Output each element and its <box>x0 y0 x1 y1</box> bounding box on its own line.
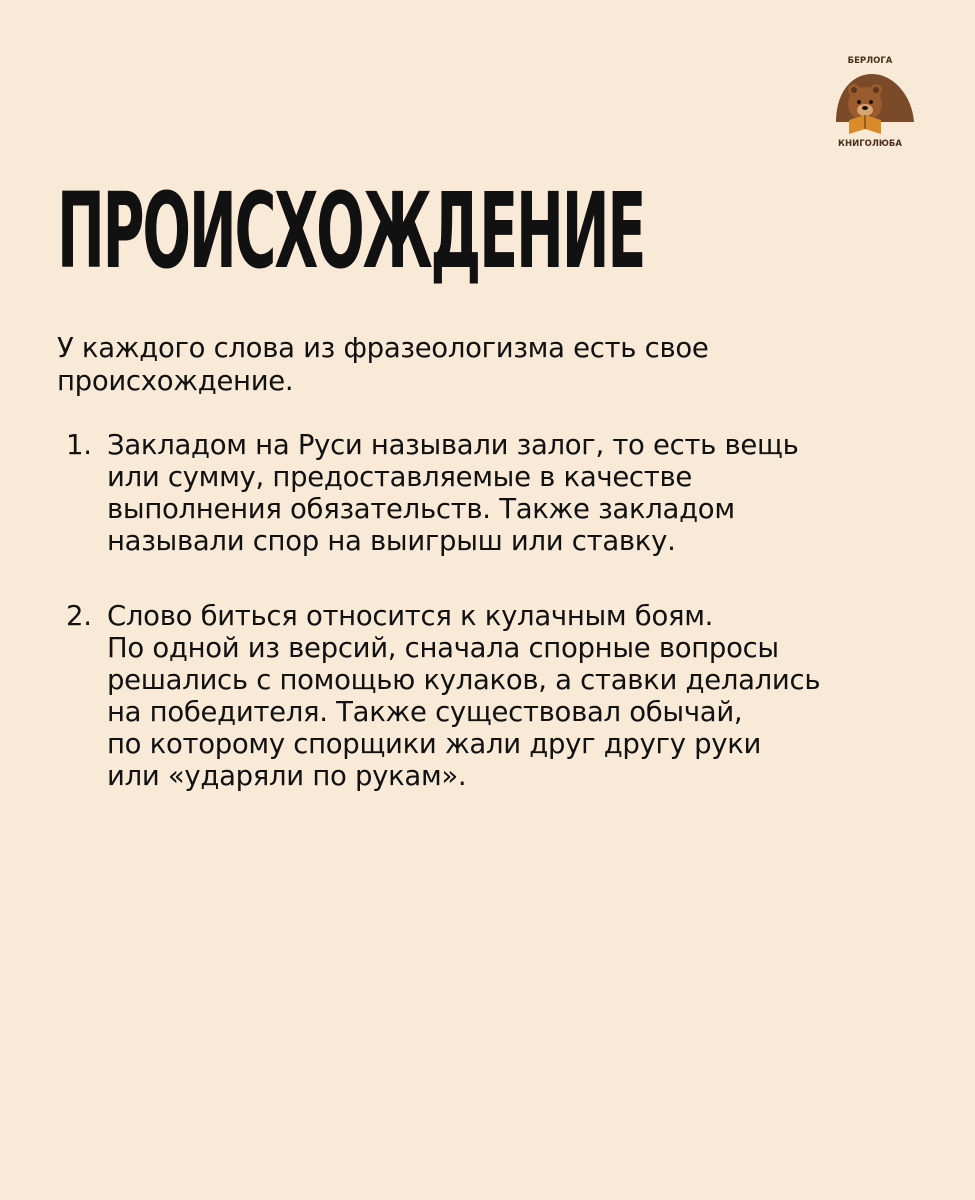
list-line: или сумму, предоставляемые в качестве <box>107 461 692 493</box>
list-item <box>57 600 917 792</box>
intro-paragraph <box>57 332 877 398</box>
heading-wrap <box>57 170 645 296</box>
list-line: По одной из версий, сначала спорные вопросы <box>107 632 779 664</box>
intro-line: У каждого слова из фразеологизма есть свое <box>57 332 709 364</box>
list-text <box>107 600 820 792</box>
list-line: или «ударяли по рукам». <box>107 760 467 792</box>
list-line: Слово биться относится к кулачным боям. <box>107 600 714 632</box>
logo-top-text: БЕРЛОГА <box>847 56 893 66</box>
intro-line: происхождение. <box>57 365 294 397</box>
origin-list <box>57 429 917 835</box>
list-item <box>57 429 917 557</box>
list-text <box>107 429 799 557</box>
list-line: решались с помощью кулаков, а ставки делались <box>107 664 821 696</box>
logo-bottom-text: КНИГОЛЮБА <box>838 139 902 149</box>
list-number: 1. <box>66 429 92 461</box>
bear-reading-book-icon <box>818 50 922 154</box>
list-line: по которому спорщики жали друг другу руки <box>107 728 762 760</box>
logo <box>818 50 922 154</box>
list-number: 2. <box>66 600 92 632</box>
list-line: выполнения обязательств. Также закладом <box>107 493 735 525</box>
list-line: на победителя. Также существовал обычай, <box>107 696 743 728</box>
list-line: Закладом на Руси называли залог, то есть вещь <box>107 429 799 461</box>
page-title: ПРОИСХОЖДЕНИЕ <box>57 170 645 292</box>
list-line: называли спор на выигрыш или ставку. <box>107 525 676 557</box>
